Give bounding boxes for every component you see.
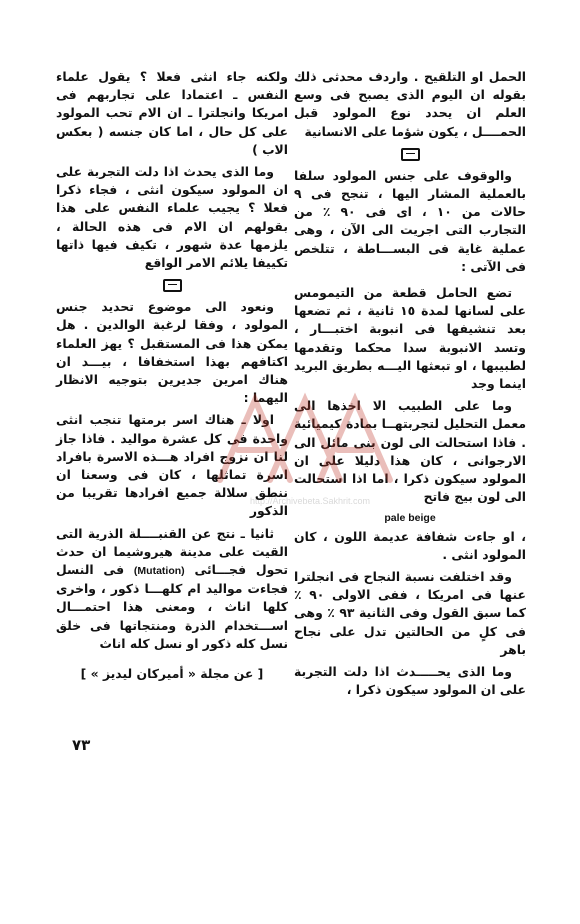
paragraph: ولكنه جاء انثى فعلا ؟ يقول علماء النفس ـ اعتمادا على تجاربهم فى امريكا وانجلترا ـ ان الام تحب المولود على كل حال ، اما كان جنسه ( بعكس الاب ): [56, 69, 288, 157]
paragraph: تضع الحامل قطعة من التيمومس على لسانها لمدة ١٥ ثانية ، ثم تضعها بعد تنشيفها فى انبوبة اختبـــار ، وتسد الانبوبة سدا محكما وتقدمها لطبيبها ، او تبعثها اليـــه بطريق البريد اينما وجد: [294, 285, 526, 392]
paragraph-text: ثانيا ـ نتج عن القنبــــلة الذرية التى القيت على مدينة هيروشيما ان حدث تحول فجـــائى: [56, 525, 288, 578]
page-number: ٧٣: [72, 736, 91, 754]
latin-term-text: pale beige: [384, 512, 436, 525]
paragraph-text: فى النسل فجاءت مواليد ام كلهـــا ذكور ، واخرى كلها اناث ، ومعنى هذا احتمـــال اســـتخدام الذرة ومنتجاتها فى خلق نسل كله ذكور او نسل كله اناث: [56, 562, 288, 651]
latin-term-text: (Mutation): [133, 565, 185, 578]
paragraph: [56, 525, 288, 653]
spacer: [294, 276, 526, 284]
section-divider: [56, 272, 288, 298]
paragraph: والوقوف على جنس المولود سلفا بالعملية المشار اليها ، تنجح فى ٩ حالات من ١٠ ، اى فى ٩٠ ٪ من التجارب التى اجريت الى الآن ، وهى عملية غاية فى البســـاطة ، تتلخص فى الآتى :: [294, 167, 527, 274]
section-divider: [294, 141, 526, 167]
paragraph: وقد اختلفت نسبة النجاح فى انجلترا عنها فى امريكا ، ففى الاولى ٩٠ ٪ كما سبق القول وفى الثانية ٩٣ ٪ وهى فى كلٍ من الحالتين تدل على نجاح باهر: [294, 569, 526, 657]
left-column: [56, 68, 288, 683]
paragraph: [294, 397, 526, 506]
paragraph-continued: ، او جاءت شفافة عديمة اللون ، كان المولود انثى .: [294, 528, 526, 562]
paragraph: وما الذى يحـــــدث اذا دلت التجربة على ان المولود سيكون ذكرا ،: [294, 664, 526, 698]
paragraph: اولا ـ هناك اسر برمتها تنجب انثى واحدة فى كل عشرة مواليد . فاذا جاز لنا ان نزوج افراد هـــذه الاسرة بافراد اسرة تماثلها ، كان فى وسعنا ان ننطق سلالة جميع افرادها تقريبا من الذكور: [56, 412, 288, 519]
paragraph: ونعود الى موضوع تحديد جنس المولود ، وفقا لرغبة الوالدين . هل يمكن هذا فى المستقبل ؟ يهز العلماء اكتافهم بهذا استخفافا ، بيـــد ان هناك امرين جديرين بتوجيه الانظار اليهما :: [56, 299, 288, 406]
paragraph: وما الذى يحدث اذا دلت التجربة على ان المولود سيكون انثى ، فجاء ذكرا فعلا ؟ يجيب علماء النفس على هذا بقولهم ان الام فى هذه الحالة ، يلزمها عدة شهور ، تكيف فيها ذاتها تكييفا يلائم الامر الواقع: [56, 164, 288, 271]
watermark-url: http://Archivebeta.Sakhrit.com: [249, 496, 371, 506]
right-column: [294, 68, 526, 700]
section-divider-icon: [163, 279, 182, 292]
source-citation: [ عن مجلة « أميركان ليديز » ]: [80, 666, 264, 682]
paragraph: الحمل او التلقيح . واردف محدثى ذلك بقوله ان اليوم الذى يصبح فى وسع العلم ان يحدد نوع المولود قبل الحمــــل ، يكون شؤما على الانسانية: [294, 69, 526, 139]
latin-term: [294, 508, 526, 527]
paragraph-text: وما على الطبيب الا اخذها الى معمل التحليل لتجربتهــا بمادة كيميائية . فاذا استحالت الى لون بنى مائل الى الارجوانى ، كان هذا دليلا على ان المولود سيكون ذكرا ، اما اذا استحالت الى لون بيج فاتح: [294, 398, 526, 505]
section-divider-icon: [401, 148, 420, 161]
